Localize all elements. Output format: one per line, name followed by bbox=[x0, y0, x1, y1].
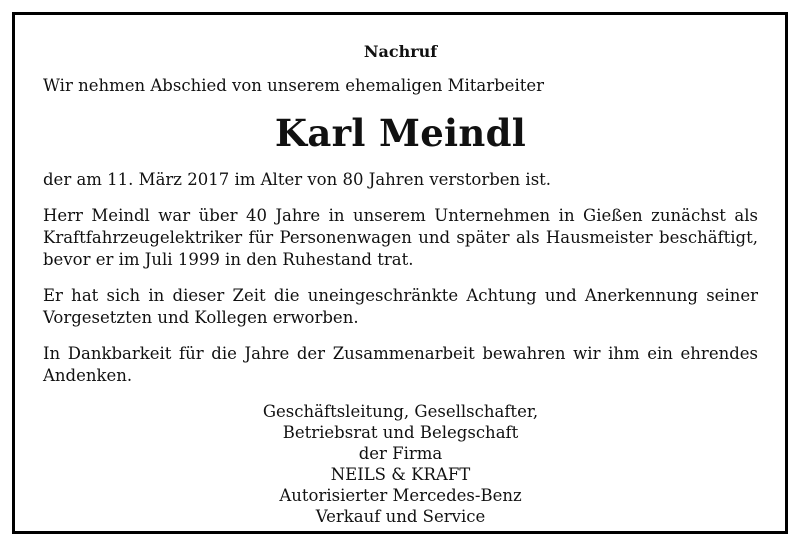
signature-line: Autorisierter Mercedes-Benz bbox=[279, 486, 522, 505]
deceased-name: Karl Meindl bbox=[274, 111, 527, 155]
signature-line: der Firma bbox=[358, 444, 443, 463]
gratitude-paragraph: In Dankbarkeit für die Jahre der Zusammenarbeit bewahren wir ihm ein ehrendes Andenken. bbox=[43, 344, 758, 385]
intro-line: Wir nehmen Abschied von unserem ehemaligen Mitarbeiter bbox=[43, 76, 545, 95]
career-paragraph: Herr Meindl war über 40 Jahre in unserem Unternehmen in Gießen zunächst als Kraftfahrzeugelektriker für Personenwagen und später als Hausmeister beschäftigt, bevor er im Juli 1999 in den Ruhestand trat. bbox=[43, 206, 758, 269]
signature-line: Betriebsrat und Belegschaft bbox=[282, 423, 519, 442]
obituary-notice bbox=[43, 41, 758, 527]
signature-line: Geschäftsleitung, Gesellschafter, bbox=[262, 402, 539, 421]
company-name: NEILS & KRAFT bbox=[330, 465, 471, 484]
signature-line: Verkauf und Service bbox=[315, 507, 486, 526]
notice-heading: Nachruf bbox=[363, 42, 438, 61]
respect-paragraph: Er hat sich in dieser Zeit die uneingeschränkte Achtung und Anerkennung seiner Vorgesetzten und Kollegen erworben. bbox=[43, 286, 758, 327]
death-line: der am 11. März 2017 im Alter von 80 Jahren verstorben ist. bbox=[43, 170, 552, 189]
signature-block bbox=[43, 401, 758, 527]
